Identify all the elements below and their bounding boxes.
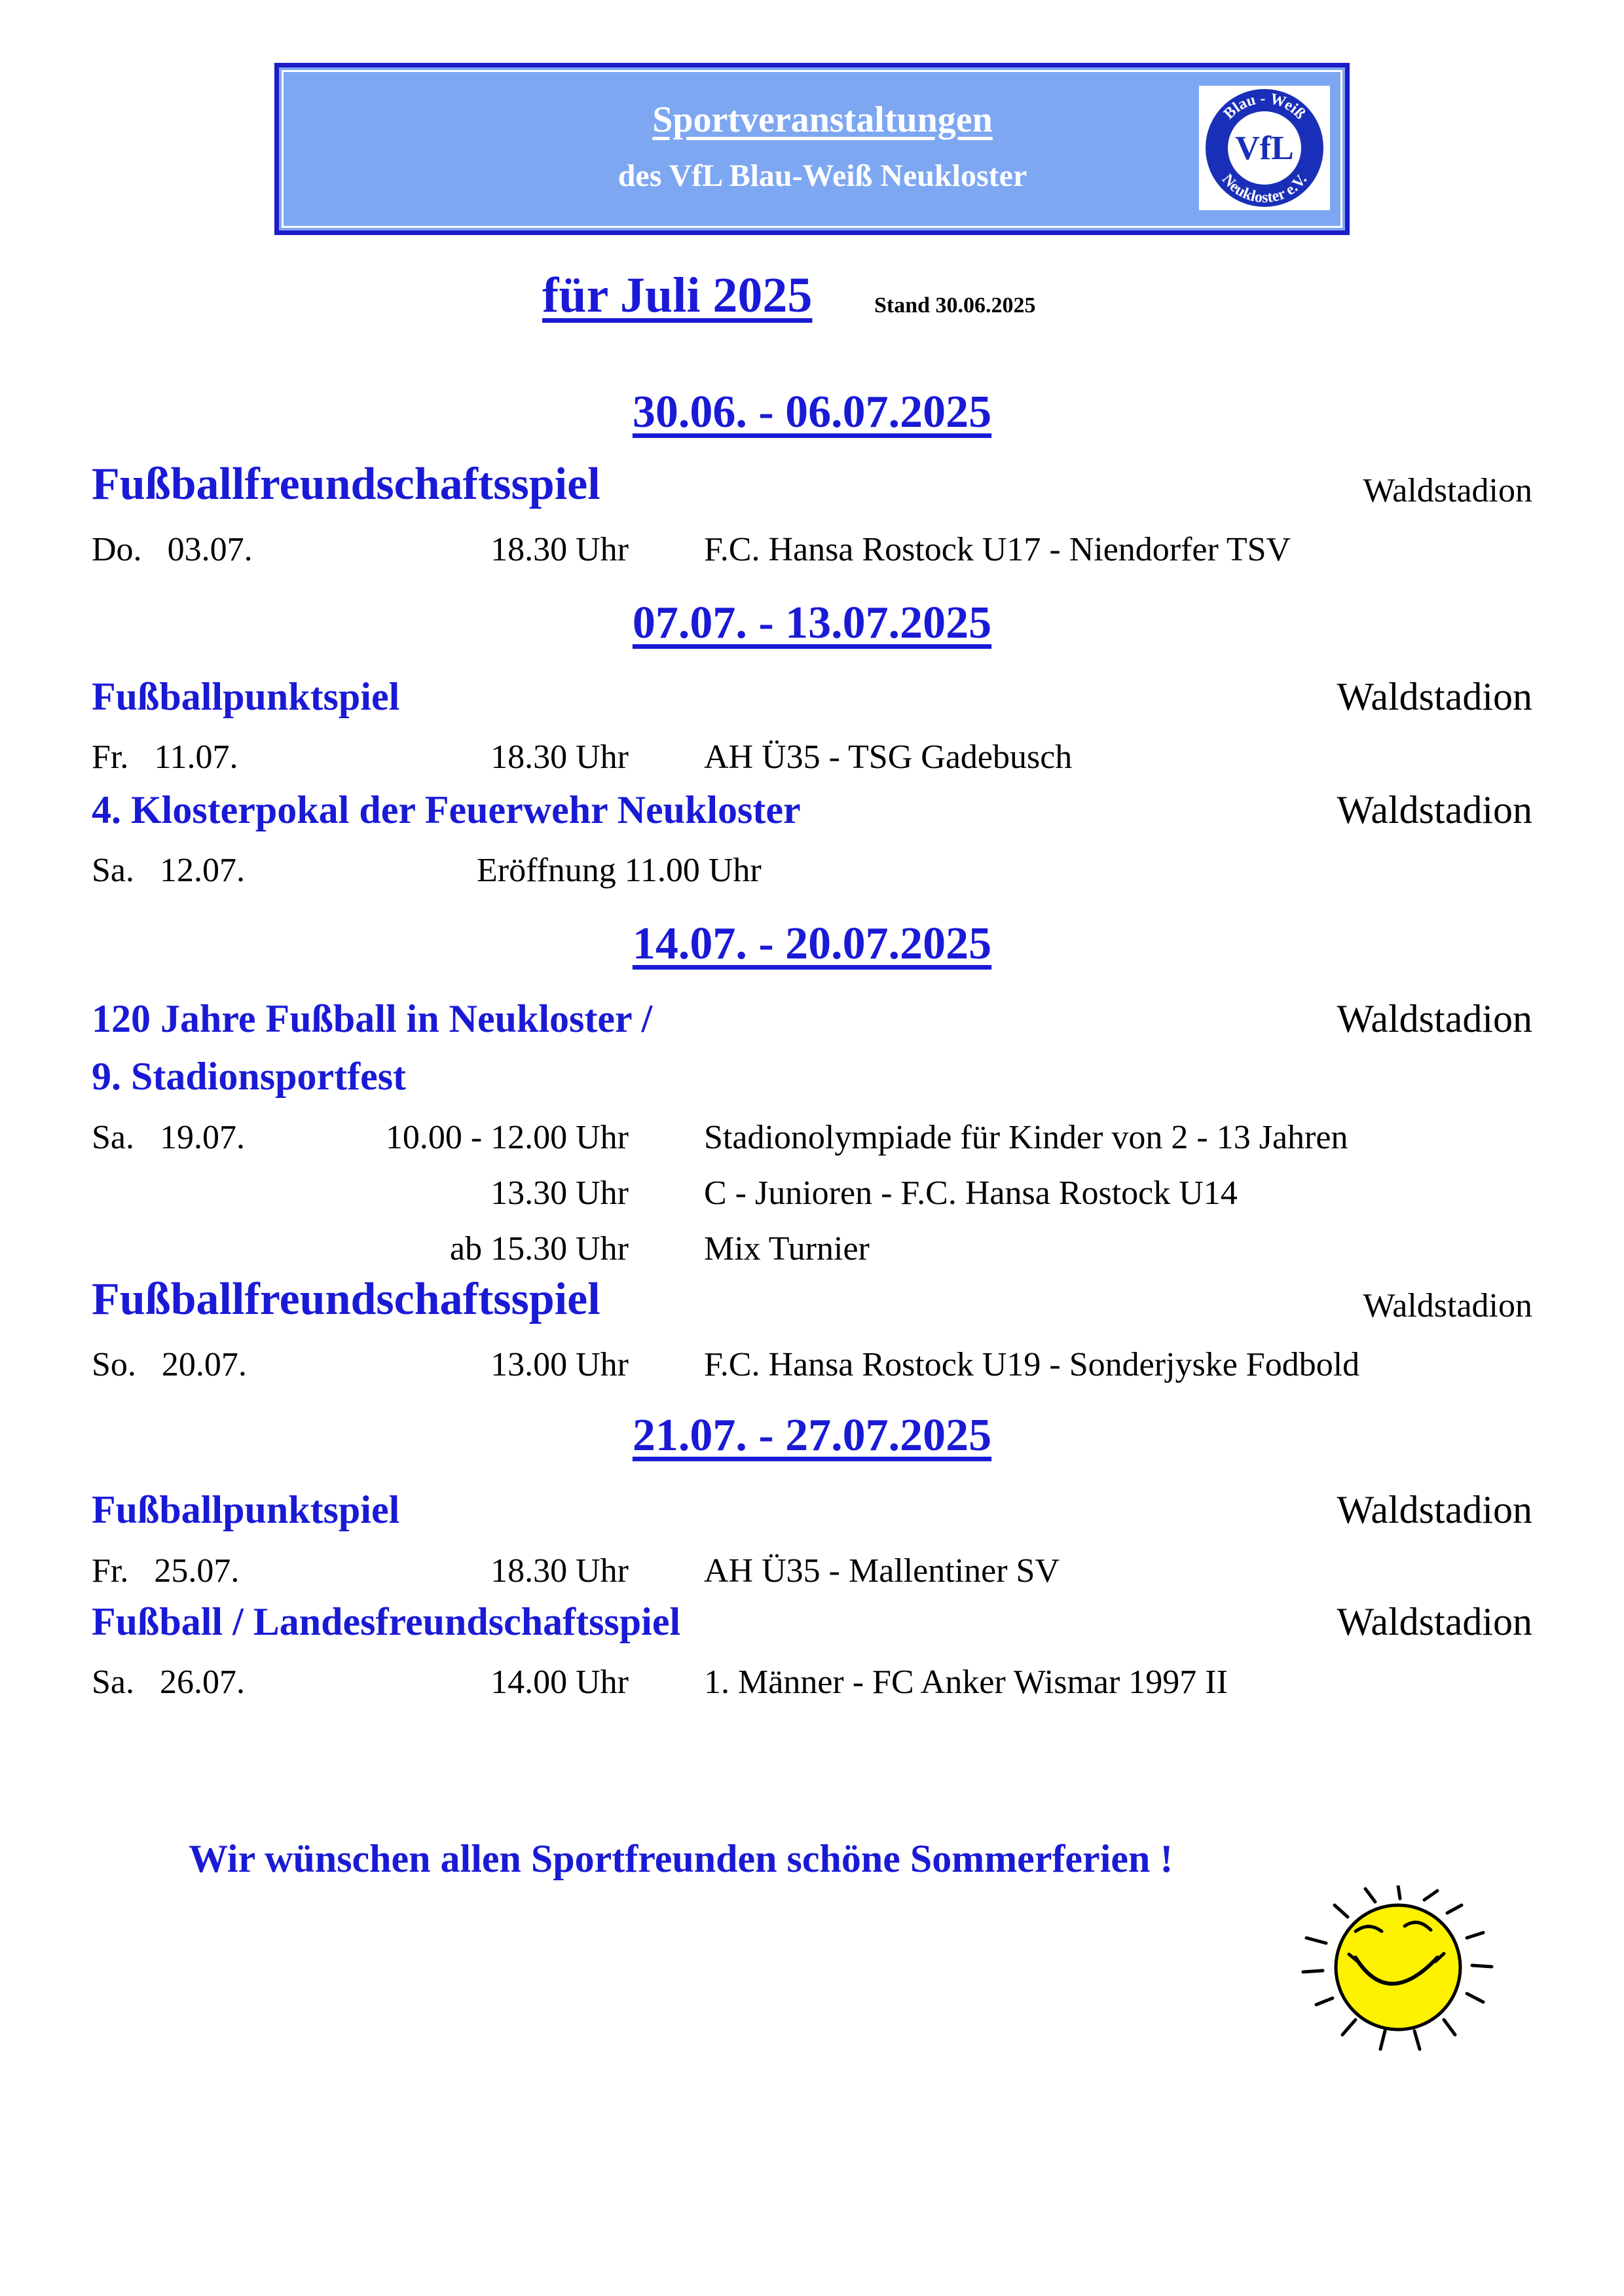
event-time: 18.30 Uhr bbox=[490, 531, 629, 568]
event-day: Fr. 11.07. bbox=[92, 738, 238, 776]
event-category: 4. Klosterpokal der Feuerwehr Neukloster bbox=[92, 788, 801, 831]
week-range: 21.07. - 27.07.2025 bbox=[632, 1410, 992, 1461]
event-time: 10.00 - 12.00 Uhr bbox=[385, 1119, 629, 1156]
event-day: Sa. 19.07. bbox=[92, 1119, 245, 1156]
event-venue: Waldstadion bbox=[1337, 675, 1532, 718]
event-description: Mix Turnier bbox=[704, 1230, 870, 1267]
header-subtitle: des VfL Blau-Weiß Neukloster bbox=[618, 158, 1027, 193]
month-title: für Juli 2025 bbox=[542, 268, 813, 323]
event-description: AH Ü35 - TSG Gadebusch bbox=[704, 738, 1073, 776]
event-venue: Waldstadion bbox=[1363, 1287, 1532, 1324]
event-category: Fußballpunktspiel bbox=[92, 675, 400, 718]
stand-date: Stand 30.06.2025 bbox=[874, 293, 1036, 318]
event-time: 18.30 Uhr bbox=[490, 1552, 629, 1590]
event-day: Sa. 26.07. bbox=[92, 1664, 245, 1701]
svg-text:Blau - Weiß: Blau - Weiß bbox=[1220, 90, 1309, 123]
week-range: 07.07. - 13.07.2025 bbox=[632, 598, 992, 648]
event-category: Fußballfreundschaftsspiel bbox=[92, 1274, 600, 1324]
week-range: 14.07. - 20.07.2025 bbox=[632, 919, 992, 969]
event-time: 18.30 Uhr bbox=[490, 738, 629, 776]
event-day: Fr. 25.07. bbox=[92, 1552, 240, 1590]
event-description: F.C. Hansa Rostock U19 - Sonderjyske Fodbold bbox=[704, 1346, 1360, 1383]
sun-icon bbox=[1257, 1886, 1539, 2121]
footer-message: Wir wünschen allen Sportfreunden schöne Sommerferien ! bbox=[189, 1837, 1173, 1880]
svg-text:Neukloster e.V.: Neukloster e.V. bbox=[1218, 171, 1311, 207]
event-category: 120 Jahre Fußball in Neukloster / bbox=[92, 997, 653, 1040]
event-venue: Waldstadion bbox=[1337, 1600, 1532, 1643]
event-category-line2: 9. Stadionsportfest bbox=[92, 1055, 407, 1098]
svg-text:VfL: VfL bbox=[1235, 130, 1294, 167]
event-time: Eröffnung 11.00 Uhr bbox=[477, 852, 762, 889]
event-description: Stadionolympiade für Kinder von 2 - 13 Jahren bbox=[704, 1119, 1348, 1156]
header-banner bbox=[274, 63, 1350, 235]
event-description: AH Ü35 - Mallentiner SV bbox=[704, 1552, 1060, 1590]
event-category: Fußballfreundschaftsspiel bbox=[92, 459, 600, 509]
event-description: 1. Männer - FC Anker Wismar 1997 II bbox=[704, 1664, 1228, 1701]
event-day: Do. 03.07. bbox=[92, 531, 253, 568]
week-range: 30.06. - 06.07.2025 bbox=[632, 387, 992, 437]
event-venue: Waldstadion bbox=[1363, 472, 1532, 509]
event-time: 14.00 Uhr bbox=[490, 1664, 629, 1701]
event-category: Fußball / Landesfreundschaftsspiel bbox=[92, 1600, 681, 1643]
event-description: F.C. Hansa Rostock U17 - Niendorfer TSV bbox=[704, 531, 1291, 568]
event-day: So. 20.07. bbox=[92, 1346, 247, 1383]
event-time: 13.30 Uhr bbox=[490, 1175, 629, 1212]
event-day: Sa. 12.07. bbox=[92, 852, 245, 889]
event-venue: Waldstadion bbox=[1337, 788, 1532, 831]
club-logo bbox=[1199, 86, 1330, 210]
event-venue: Waldstadion bbox=[1337, 997, 1532, 1040]
event-time: 13.00 Uhr bbox=[490, 1346, 629, 1383]
event-time: ab 15.30 Uhr bbox=[450, 1230, 629, 1267]
header-title: Sportveranstaltungen bbox=[652, 100, 993, 140]
event-description: C - Junioren - F.C. Hansa Rostock U14 bbox=[704, 1175, 1238, 1212]
event-category: Fußballpunktspiel bbox=[92, 1488, 400, 1531]
event-venue: Waldstadion bbox=[1337, 1488, 1532, 1531]
